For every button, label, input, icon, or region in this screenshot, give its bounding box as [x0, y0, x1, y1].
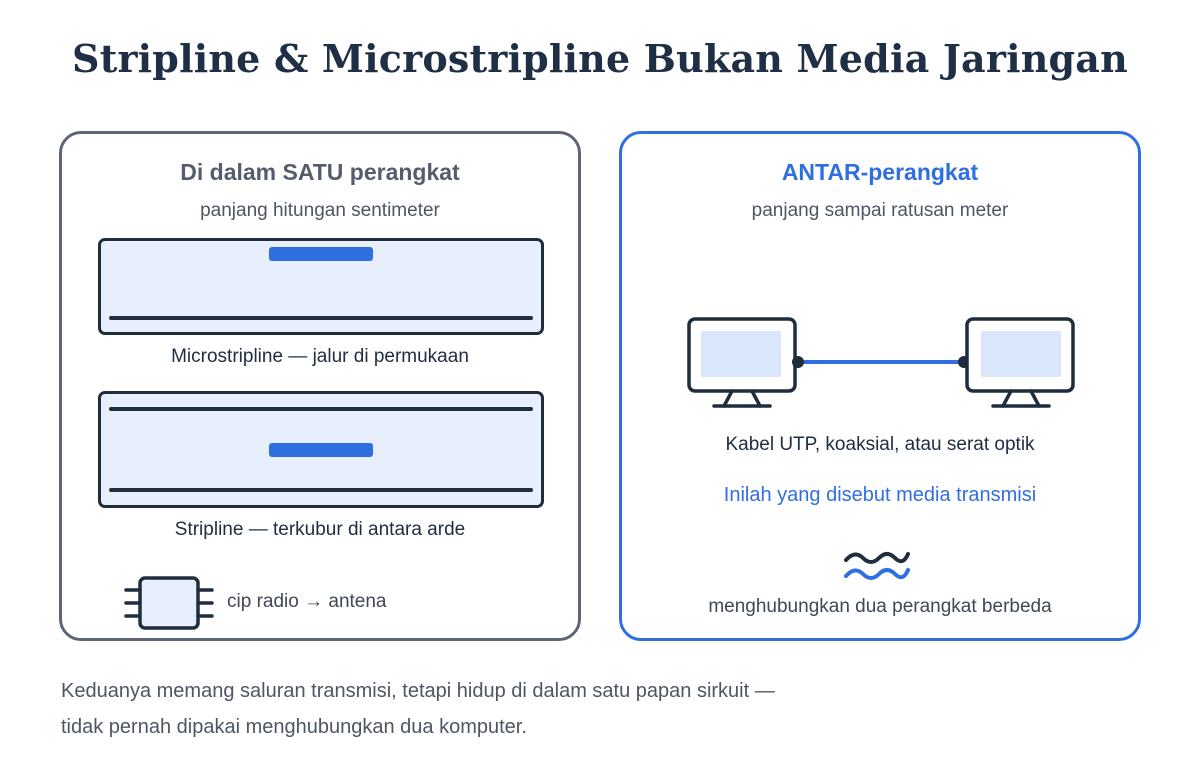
microstrip-caption: Microstripline — jalur di permukaan	[171, 346, 469, 367]
cable-caption: Kabel UTP, koaksial, atau serat optik	[725, 434, 1035, 455]
chip-label: cip radio → antena	[227, 591, 387, 612]
computer-icon	[689, 319, 795, 406]
ground-plane-top	[109, 407, 533, 411]
network-connection-diagram	[684, 314, 1084, 414]
connects-caption: menghubungkan dua perangkat berbeda	[708, 596, 1052, 617]
left-panel-within-device	[59, 131, 581, 641]
footer-line-1: Keduanya memang saluran transmisi, tetapi hidup di dalam satu papan sirkuit —	[61, 680, 775, 702]
wave-icon	[843, 548, 911, 584]
stripline-trace	[269, 443, 373, 457]
chip-icon	[124, 574, 220, 634]
stripline-caption: Stripline — terkubur di antara arde	[174, 519, 466, 540]
left-panel-heading: Di dalam SATU perangkat	[180, 159, 460, 185]
right-panel-between-devices	[619, 131, 1141, 641]
footer-line-2: tidak pernah dipakai menghubungkan dua komputer.	[61, 716, 527, 738]
ground-plane-bottom	[109, 488, 533, 492]
left-panel-subheading: panjang hitungan sentimeter	[200, 200, 440, 221]
microstrip-board	[98, 238, 544, 335]
right-panel-subheading: panjang sampai ratusan meter	[751, 200, 1009, 221]
transmission-media-note: Inilah yang disebut media transmisi	[723, 484, 1037, 506]
microstrip-trace	[269, 247, 373, 261]
ground-plane-bottom	[109, 316, 533, 320]
stripline-board	[98, 391, 544, 508]
page-title: Stripline & Microstripline Bukan Media Jaringan	[72, 36, 1128, 81]
computer-icon	[967, 319, 1073, 406]
right-panel-heading: ANTAR-perangkat	[781, 159, 979, 185]
